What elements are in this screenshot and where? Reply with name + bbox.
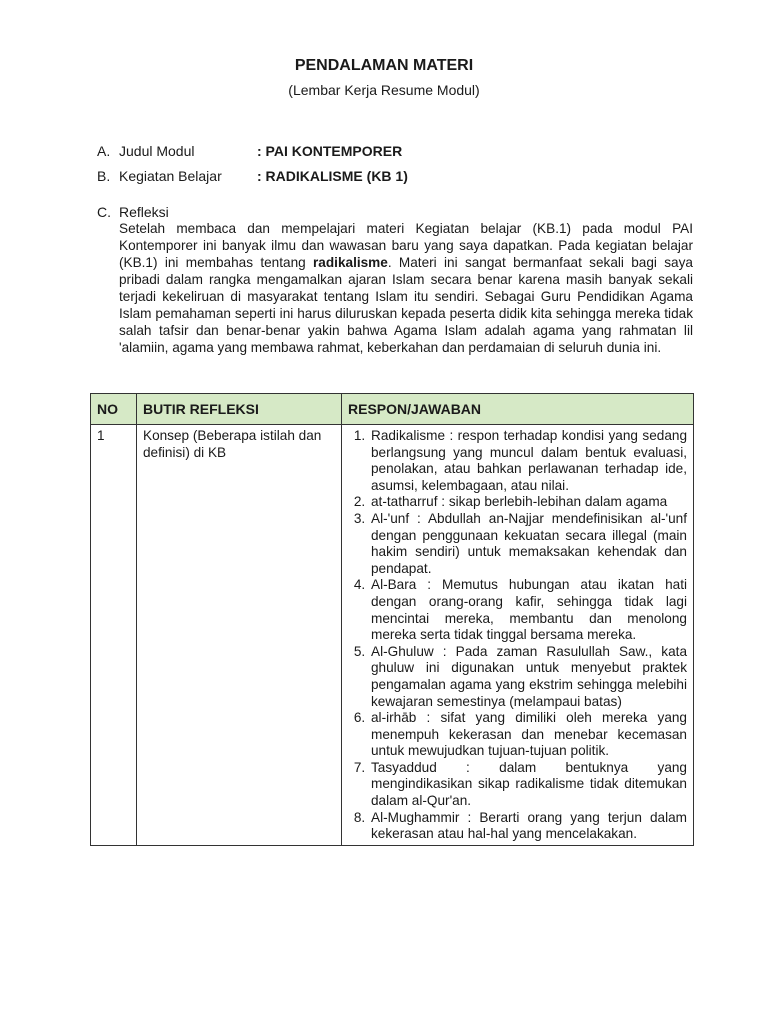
header-respon-jawaban: RESPON/JAWABAN — [342, 394, 694, 425]
response-list — [348, 428, 687, 843]
page-subtitle: (Lembar Kerja Resume Modul) — [288, 82, 480, 98]
meta-value: : RADIKALISME (KB 1) — [257, 168, 408, 184]
refleksi-letter: C. — [97, 204, 111, 220]
list-item: 3. Al-'unf : Abdullah an-Najjar mendefinisikan al-'unf dengan penggunaan kekuatan secara illegal (main hakim sendiri) untuk memaksakan kehendak dan pendapat. — [369, 511, 687, 577]
cell-butir: Konsep (Beberapa istilah dan definisi) di KB — [137, 425, 342, 846]
table-row — [91, 425, 694, 846]
meta-letter: B. — [97, 168, 111, 184]
meta-label: Judul Modul — [119, 143, 195, 159]
list-item: 6. al-irhāb : sifat yang dimiliki oleh mereka yang menempuh kekerasan dan menebar kecemasan untuk mewujudkan tujuan-tujuan politik. — [369, 710, 687, 760]
list-item: 5. Al-Ghuluw : Pada zaman Rasulullah Saw., kata ghuluw ini digunakan untuk menyebut praktek pengamalan agama yang ekstrim sehingga melebihi kewajaran semestinya (melampaui batas) — [369, 644, 687, 710]
meta-row-kegiatan-belajar — [97, 168, 408, 184]
list-item: 8. Al-Mughammir : Berarti orang yang terjun dalam kekerasan atau hal-hal yang mencelakakan. — [369, 810, 687, 843]
meta-row-judul-modul — [97, 143, 402, 159]
meta-value: : PAI KONTEMPORER — [257, 143, 403, 159]
list-item: 1. Radikalisme : respon terhadap kondisi yang sedang berlangsung yang muncul dalam bentuk evaluasi, penolakan, atau bahkan perlawanan terhadap ide, asumsi, kelembagaan, atau nilai. — [369, 428, 687, 494]
cell-no: 1 — [91, 425, 137, 846]
refleksi-label: Refleksi — [119, 204, 169, 220]
list-item: 7. Tasyaddud : dalam bentuknya yang mengindikasikan sikap radikalisme tidak ditemukan dalam al-Qur'an. — [369, 760, 687, 810]
list-item: 4. Al-Bara : Memutus hubungan atau ikatan hati dengan orang-orang kafir, sehingga tidak lagi mencintai mereka, membantu dan menolong mereka serta tidak tinggal bersama mereka. — [369, 577, 687, 643]
meta-letter: A. — [97, 143, 111, 159]
reflection-table — [90, 393, 694, 846]
header-no: NO — [91, 394, 137, 425]
meta-label: Kegiatan Belajar — [119, 168, 222, 184]
cell-responses — [342, 425, 694, 846]
table-header-row — [91, 394, 694, 425]
refleksi-heading — [97, 204, 169, 220]
refleksi-paragraph — [119, 220, 693, 356]
refleksi-text-after: . Materi ini sangat bermanfaat sekali bagi saya pribadi dalam rangka mengamalkan ajaran Islam secara benar karena masih banyak sekali terjadi kekeliruan di masyarakat tentang Islam itu sendiri. Sebagai Guru Pendidikan Agama Islam pemahaman seperti ini harus diluruskan kepada peserta didik kita sehingga mereka tidak salah tafsir dan benar-benar yakin bahwa Agama Islam adalah agama yang rahmatan lil 'alamiin, agama yang membawa rahmat, keberkahan dan perdamaian di seluruh dunia ini. — [119, 255, 693, 355]
header-butir-refleksi: BUTIR REFLEKSI — [137, 394, 342, 425]
refleksi-text-before: Setelah membaca dan mempelajari materi Kegiatan belajar (KB.1) pada modul PAI Kontemporer ini banyak ilmu dan wawasan baru yang saya dapatkan. Pada kegiatan belajar (KB.1) ini membahas tentang — [119, 221, 693, 270]
list-item: 2. at-tatharruf : sikap berlebih-lebihan dalam agama — [369, 494, 687, 511]
refleksi-bold-term: radikalisme — [313, 255, 388, 270]
page-title: PENDALAMAN MATERI — [294, 57, 474, 74]
